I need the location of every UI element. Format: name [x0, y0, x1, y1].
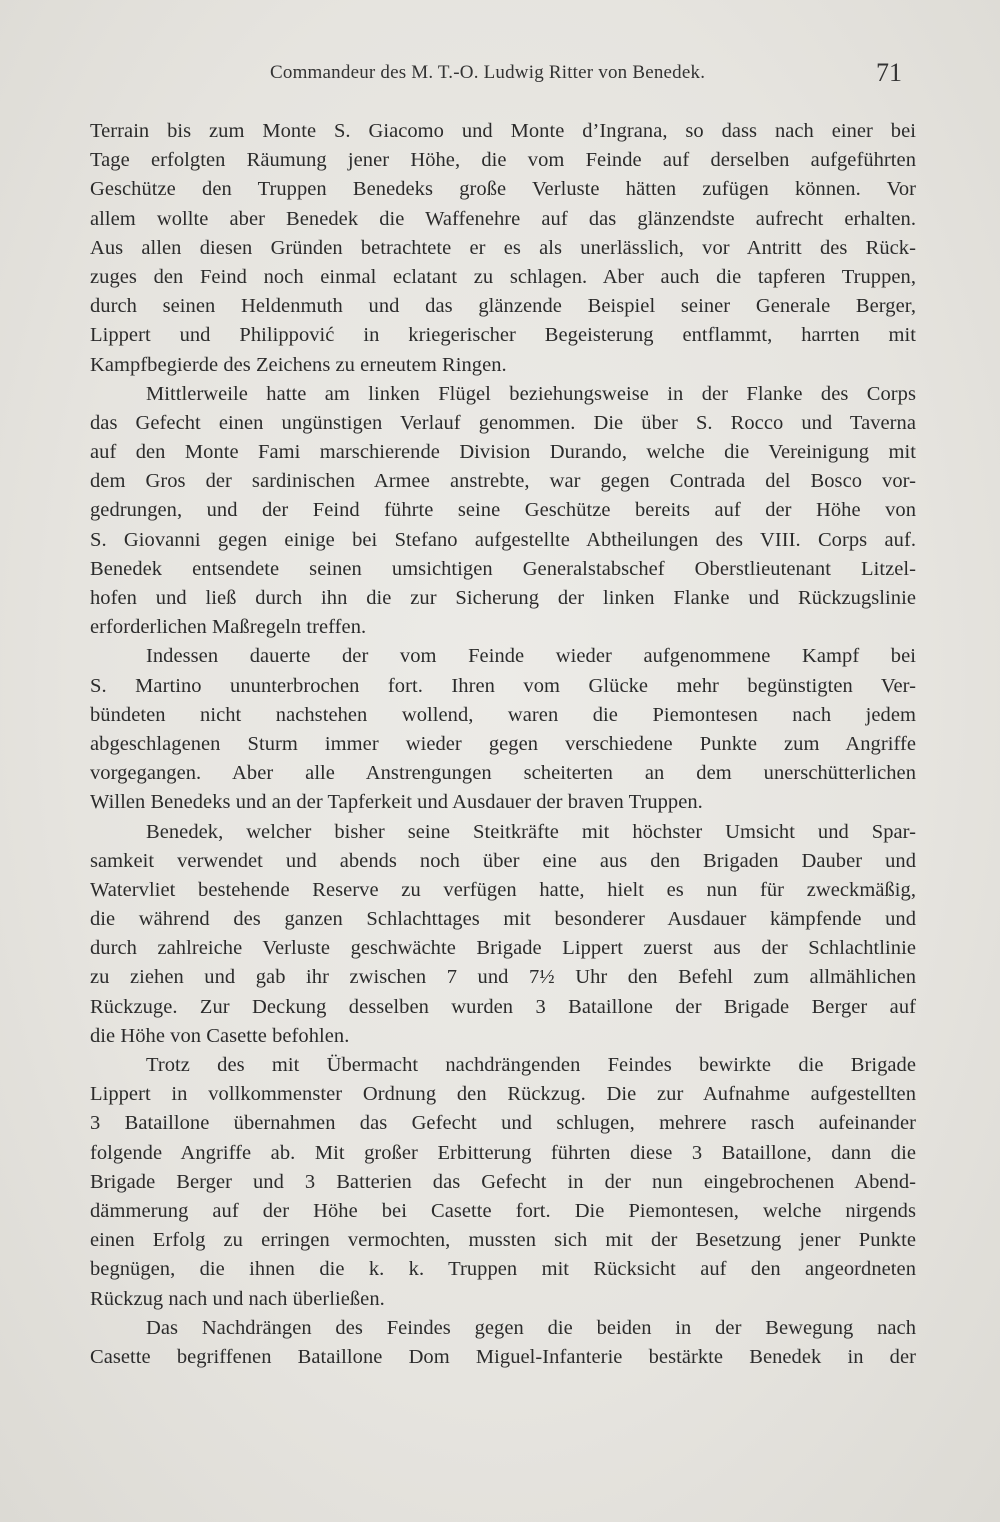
text-line: Geschütze den Truppen Benedeks große Verluste hätten zufügen können. Vor: [90, 178, 916, 201]
text-line: Indessen dauerte der vom Feinde wieder aufgenommene Kampf bei: [146, 645, 916, 668]
text-line: Aus allen diesen Gründen betrachtete er es als unerlässlich, vor Antritt des Rück-: [90, 236, 916, 259]
text-line: Lippert und Philippović in kriegerischer Begeisterung entflammt, harrten mit: [90, 324, 916, 347]
text-line: Benedek entsendete seinen umsichtigen Generalstabschef Oberstlieutenant Litzel-: [90, 557, 916, 580]
text-line: gedrungen, und der Feind führte seine Geschütze bereits auf der Höhe von: [90, 499, 916, 522]
text-line: auf den Monte Fami marschierende Division Durando, welche die Vereinigung mit: [90, 441, 916, 464]
text-line: dem Gros der sardinischen Armee anstrebte, war gegen Contrada del Bosco vor-: [90, 470, 916, 493]
text-line: Brigade Berger und 3 Batterien das Gefecht in der nun eingebrochenen Abend-: [90, 1170, 916, 1193]
text-line: bündeten nicht nachstehen wollend, waren die Piemontesen nach jedem: [90, 703, 916, 726]
text-line: zuges den Feind noch einmal eclatant zu schlagen. Aber auch die tapferen Truppen,: [90, 265, 916, 288]
text-line: Casette begriffenen Bataillone Dom Miguel-Infanterie bestärkte Benedek in der: [90, 1345, 916, 1368]
text-line: Tage erfolgten Räumung jener Höhe, die vom Feinde auf derselben aufgeführten: [90, 149, 916, 172]
text-line: hofen und ließ durch ihn die zur Sicherung der linken Flanke und Rückzugslinie: [90, 587, 916, 609]
text-line: Rückzug nach und nach überließen.: [90, 1287, 385, 1310]
text-line: samkeit verwendet und abends noch über eine aus den Brigaden Dauber und: [90, 849, 916, 872]
text-line: einen Erfolg zu erringen vermochten, mussten sich mit der Besetzung jener Punkte: [90, 1229, 916, 1252]
text-line: folgende Angriffe ab. Mit großer Erbitterung führten diese 3 Bataillone, dann die: [90, 1141, 916, 1164]
text-line: Kampfbegierde des Zeichens zu erneutem Ringen.: [90, 353, 507, 376]
text-line: Rückzuge. Zur Deckung desselben wurden 3 Bataillone der Brigade Berger auf: [90, 995, 916, 1018]
text-line: die Höhe von Casette befohlen.: [90, 1024, 350, 1047]
running-head: Commandeur des M. T.-O. Ludwig Ritter von Benedek.: [270, 62, 706, 83]
text-line: vorgegangen. Aber alle Anstrengungen scheiterten an dem unerschütterlichen: [90, 762, 916, 785]
body-text: [90, 117, 916, 1372]
text-line: S. Martino ununterbrochen fort. Ihren vom Glücke mehr begünstigten Ver-: [90, 674, 916, 697]
text-line: Watervliet bestehende Reserve zu verfügen hatte, hielt es nun für zweckmäßig,: [90, 878, 916, 901]
text-line: Terrain bis zum Monte S. Giacomo und Monte d’Ingrana, so dass nach einer bei: [90, 120, 916, 142]
text-line: Lippert in vollkommenster Ordnung den Rückzug. Die zur Aufnahme aufgestellten: [90, 1083, 916, 1106]
text-line: die während des ganzen Schlachttages mit besonderer Ausdauer kämpfende und: [90, 908, 916, 931]
text-line: dämmerung auf der Höhe bei Casette fort. Die Piemontesen, welche nirgends: [90, 1199, 916, 1222]
text-line: Benedek, welcher bisher seine Steitkräfte mit höchster Umsicht und Spar-: [146, 820, 916, 843]
text-line: abgeschlagenen Sturm immer wieder gegen verschiedene Punkte zum Angriffe: [90, 732, 916, 755]
text-line: Mittlerweile hatte am linken Flügel beziehungsweise in der Flanke des Corps: [146, 382, 916, 405]
text-line: zu ziehen und gab ihr zwischen 7 und 7½ Uhr den Befehl zum allmählichen: [90, 966, 916, 989]
text-line: Willen Benedeks und an der Tapferkeit und Ausdauer der braven Truppen.: [90, 791, 703, 814]
text-line: S. Giovanni gegen einige bei Stefano aufgestellte Abtheilungen des VIII. Corps auf.: [90, 528, 916, 551]
text-line: erforderlichen Maßregeln treffen.: [90, 616, 367, 639]
text-line: das Gefecht einen ungünstigen Verlauf genommen. Die über S. Rocco und Taverna: [90, 411, 916, 434]
text-line: durch zahlreiche Verluste geschwächte Brigade Lippert zuerst aus der Schlachtlinie: [90, 937, 916, 960]
text-line: Trotz des mit Übermacht nachdrängenden Feindes bewirkte die Brigade: [146, 1054, 916, 1076]
text-line: begnügen, die ihnen die k. k. Truppen mit Rücksicht auf den angeordneten: [90, 1258, 916, 1281]
text-line: 3 Bataillone übernahmen das Gefecht und schlugen, mehrere rasch aufeinander: [90, 1112, 916, 1135]
page-number: 71: [876, 58, 902, 87]
text-line: durch seinen Heldenmuth und das glänzende Beispiel seiner Generale Berger,: [90, 295, 916, 318]
text-line: allem wollte aber Benedek die Waffenehre auf das glänzendste aufrecht erhalten.: [90, 207, 916, 230]
text-line: Das Nachdrängen des Feindes gegen die beiden in der Bewegung nach: [146, 1316, 916, 1339]
